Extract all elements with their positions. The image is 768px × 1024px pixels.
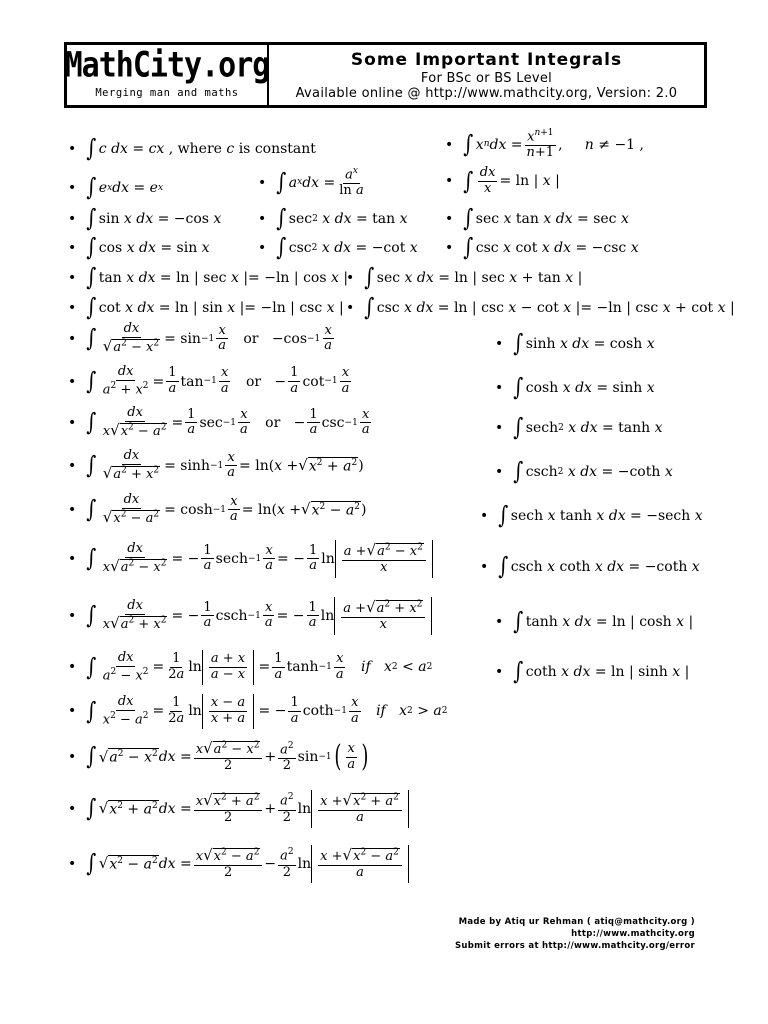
formula-f24: • ∫ $\frac{dx}{√x^2 - a^2}$ = cosh −1 $\frac{x}{a}$ = ln( x + √ $x^2 - a^2$ ) [68, 492, 367, 526]
formula-f23: • ∫ csch 2 x dx = −coth x [495, 457, 673, 485]
bullet: • [495, 419, 504, 436]
formula-f4: • ∫ a x dx = $\frac{a^x}{\text{ln a}}$ [258, 166, 364, 199]
formula-f21: • ∫ sech 2 x dx = tanh x [495, 413, 663, 441]
bullet: • [68, 800, 77, 817]
bullet: • [445, 210, 454, 227]
bullet: • [445, 239, 454, 256]
formula-f7: • ∫ sec 2 x dx = tan x [258, 204, 408, 232]
bullet: • [68, 703, 77, 720]
formula-f17: • ∫ sinh x dx = cosh x [495, 329, 655, 357]
online-link[interactable]: Available online @ http://www.mathcity.org, Version: 2.0 [295, 85, 678, 101]
formula-f11: • ∫ csc x cot x dx = −csc x [445, 233, 639, 261]
bullet: • [445, 173, 454, 190]
submit-errors-link[interactable]: Submit errors at http://www.mathcity.org/error [454, 941, 695, 951]
bullet: • [68, 659, 77, 676]
footer-url-link[interactable]: http://www.mathcity.org [571, 929, 695, 939]
formula-f1: • ∫ c dx = cx , where c is constant [68, 134, 316, 162]
bullet: • [480, 507, 489, 524]
formula-f10: • ∫ csc 2 x dx = −cot x [258, 233, 418, 261]
logo-box [64, 45, 270, 105]
formula-f26: • ∫ $\frac{dx}{x√a^2 - x^2}$ = − $\frac{1}{a}$ sech −1 $\frac{x}{a}$ = − $\frac{1}{a}$ ln $\frac{a +√a^2 - x^2}{x}$ [68, 540, 433, 578]
bullet: • [68, 607, 77, 624]
bullet: • [68, 749, 77, 766]
bullet: • [68, 140, 77, 157]
formula-f31: • ∫ coth x dx = ln | sinh x | [495, 657, 690, 685]
bullet: • [495, 379, 504, 396]
bullet: • [68, 239, 77, 256]
bullet: • [68, 210, 77, 227]
page-title: Some Important Integrals [350, 49, 623, 70]
bullet: • [68, 414, 77, 431]
bullet: • [258, 174, 267, 191]
formula-f16: • ∫ $\frac{dx}{√a^2 - x^2}$ = sin −1 $\frac{x}{a}$ or −cos −1 $\frac{x}{a}$ [68, 321, 333, 355]
formula-f8: • ∫ sec x tan x dx = sec x [445, 204, 629, 232]
formula-f5: • ∫ $\frac{dx}{x}$ = ln | x | [445, 165, 560, 196]
bullet: • [346, 269, 355, 286]
formula-f18: • ∫ $\frac{dx}{a^2 + x^2}$ = $\frac{1}{a}$ tan −1 $\frac{x}{a}$ or − $\frac{1}{a}$ cot −1 $\frac{x}{a}$ [68, 364, 350, 398]
bullet: • [68, 855, 77, 872]
page-subtitle: For BSc or BS Level [420, 70, 553, 86]
tagline: Merging man and maths [95, 87, 239, 99]
formula-f29: • ∫ tanh x dx = ln | cosh x | [495, 607, 694, 635]
bullet: • [68, 179, 77, 196]
bullet: • [258, 239, 267, 256]
formula-f3: • ∫ e x dx = e x [68, 173, 164, 201]
formula-f30: • ∫ $\frac{dx}{a^2 - x^2}$ = $\frac{1}{2a}$ ln $\frac{a + x}{a - x}$ = $\frac{1}{a}$ tanh −1 $\frac{x}{a}$ if x 2 < a 2 [68, 649, 433, 684]
formula-f27: • ∫ csch x coth x dx = −coth x [480, 552, 700, 580]
bullet: • [346, 299, 355, 316]
title-box [269, 45, 704, 105]
formula-f22: • ∫ $\frac{dx}{√a^2 + x^2}$ = sinh −1 $\frac{x}{a}$ = ln( x + √ $x^2 + a^2$ ) [68, 448, 364, 482]
formula-f12: • ∫ tan x dx = ln | sec x |= −ln | cos x | [68, 263, 349, 291]
bullet: • [68, 501, 77, 518]
formula-f19: • ∫ cosh x dx = sinh x [495, 373, 655, 401]
formula-f15: • ∫ csc x dx = ln | csc x − cot x |= −ln | csc x + cot x | [346, 293, 735, 321]
bullet: • [68, 457, 77, 474]
bullet: • [445, 136, 454, 153]
bullet: • [68, 330, 77, 347]
formula-f32: • ∫ $\frac{dx}{x^2 - a^2}$ = $\frac{1}{2a}$ ln $\frac{x - a}{x + a}$ = − $\frac{1}{a}$ coth −1 $\frac{x}{a}$ if x 2 > a 2 [68, 693, 448, 728]
bullet: • [68, 550, 77, 567]
bullet: • [495, 613, 504, 630]
formula-f9: • ∫ cos x dx = sin x [68, 233, 210, 261]
header-box [64, 42, 707, 108]
formula-f33: • ∫ √ $a^2 - x^2$ dx = $\frac{x√a^2 - x^2}{2}$ + $\frac{a^2}{2}$ sin −1 ( $\frac{x}{a}$ ) [68, 739, 369, 774]
formula-f35: • ∫ √ $x^2 - a^2$ dx = $\frac{x√x^2 - a^2}{2}$ − $\frac{a^2}{2}$ ln $\frac{x +√x^2 - a^2}{a}$ [68, 845, 409, 883]
formula-f14: • ∫ cot x dx = ln | sin x |= −ln | csc x | [68, 293, 344, 321]
bullet: • [68, 373, 77, 390]
bullet: • [258, 210, 267, 227]
site-logo[interactable]: MathCity.org [64, 45, 270, 86]
author-credit: Made by Atiq ur Rehman ( atiq@mathcity.org ) [458, 917, 695, 927]
footer [455, 916, 695, 952]
bullet: • [68, 269, 77, 286]
formula-f6: • ∫ sin x dx = −cos x [68, 204, 222, 232]
bullet: • [495, 335, 504, 352]
bullet: • [68, 299, 77, 316]
formula-f25: • ∫ sech x tanh x dx = −sech x [480, 501, 703, 529]
formula-f34: • ∫ √ $x^2 + a^2$ dx = $\frac{x√x^2 + a^2}{2}$ + $\frac{a^2}{2}$ ln $\frac{x +√x^2 + a^2}{a}$ [68, 790, 409, 828]
formula-f2: • ∫ x n dx = $\frac{x^{n+1}}{n+1}$ , n ≠ −1 , [445, 128, 644, 161]
bullet: • [480, 558, 489, 575]
bullet: • [495, 463, 504, 480]
formula-f28: • ∫ $\frac{dx}{x√a^2 + x^2}$ = − $\frac{1}{a}$ csch −1 $\frac{x}{a}$ = − $\frac{1}{a}$ ln $\frac{a +√a^2 + x^2}{x}$ [68, 597, 432, 635]
formula-f13: • ∫ sec x dx = ln | sec x + tan x | [346, 263, 583, 291]
bullet: • [495, 663, 504, 680]
formula-f20: • ∫ $\frac{dx}{x√x^2 - a^2}$ = $\frac{1}{a}$ sec −1 $\frac{x}{a}$ or − $\frac{1}{a}$ csc −1 $\frac{x}{a}$ [68, 405, 370, 439]
